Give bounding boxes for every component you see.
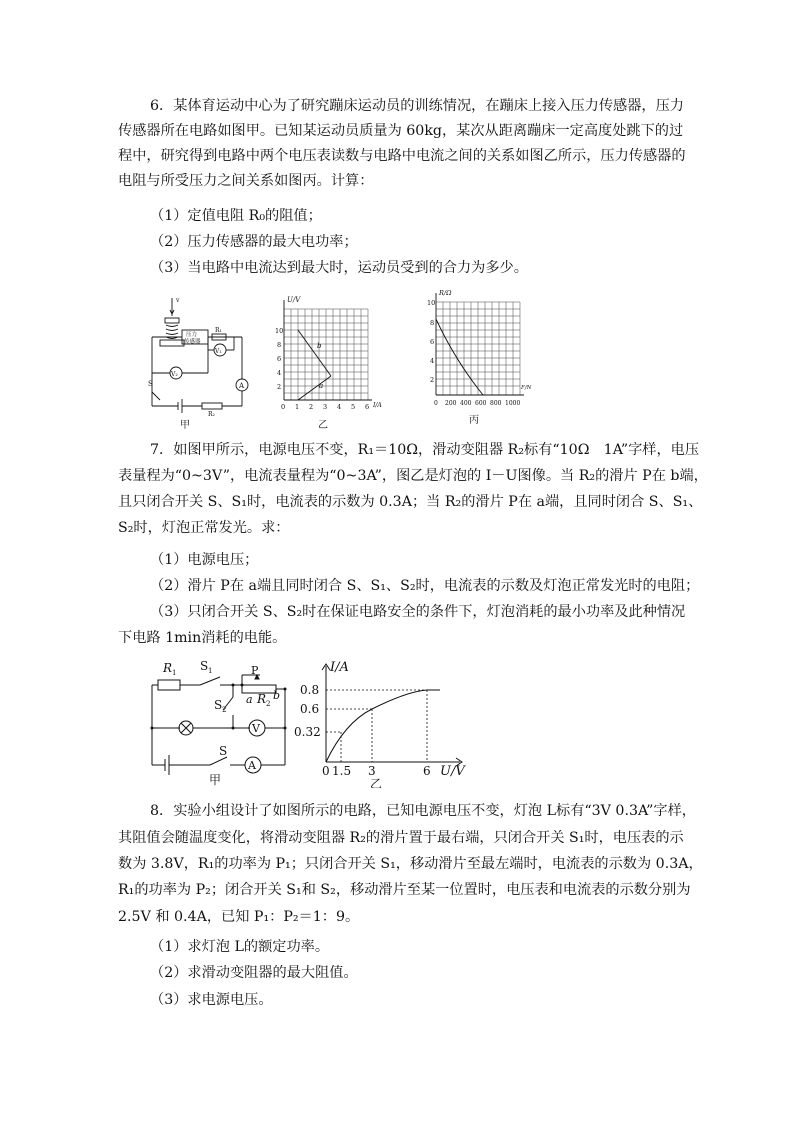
q6-bing-xtick: 200 [445,400,457,407]
q7-yi-ylabel: I/A [330,660,349,675]
q7-item-tail: 下电路 1min消耗的电能。 [118,630,287,646]
q6-yi-ytick: 2 [277,383,282,391]
q7-jia-s1: S [200,659,209,673]
q6-yi-xtick: 6 [365,403,370,411]
q6-yi-label-a: a [319,382,324,390]
q6-yi-xlabel: I/A [373,402,382,409]
q6-yi-caption: 乙 [318,420,328,431]
q7-item-3: （3）只闭合开关 S、S₂时在保证电路安全的条件下，灯泡消耗的最小功率及此种情况 [150,604,686,620]
q6-jia-v: v [176,297,180,304]
q7-yi-ytick: 0.32 [294,725,321,739]
q6-yi-ytick: 10 [275,327,284,335]
q6-yi-ylabel: U/V [287,296,301,304]
q6-yi-ytick: 8 [277,341,282,349]
q7-jia-caption: 甲 [209,773,222,787]
q7-jia-b: b [273,689,281,702]
q6-yi-label-b: b [317,342,322,350]
q7-graph-yi [290,658,470,788]
q6-jia-v1: V₁ [215,348,222,355]
q6-jia-r1: R₁ [215,327,222,334]
q6-bing-xtick: 600 [475,400,487,407]
q6-bing-ytick: 6 [430,338,435,346]
q7-jia-s2: S [214,698,223,712]
q7-item-1: （1）电源电压； [150,552,259,568]
q7-yi-xtick: 6 [423,764,431,778]
q6-jia-a: A [239,382,245,390]
q6-bing-xtick: 0 [434,400,438,407]
q7-jia-a: a [246,693,253,706]
q6-line-3: 程中，研究得到电路中两个电压表读数与电路中电流之间的关系如图乙所示，压力传感器的 [118,148,686,164]
q8-item-1: （1）求灯泡 L的额定功率。 [150,939,330,955]
q6-jia-v2: V₂ [171,371,178,378]
q6-yi-xtick: 4 [337,403,342,411]
q7-jia-s1-sub: 1 [208,667,213,675]
q6-yi-xtick: 5 [351,403,356,411]
q7-jia-r1: R [163,661,173,675]
q6-bing-caption: 丙 [469,415,479,425]
q7-circuit-jia [145,655,295,787]
q6-bing-xtick: 400 [460,400,472,407]
q6-yi-xtick: 1 [295,403,300,411]
q6-line-2: 传感器所在电路如图甲。已知某运动员质量为 60kg，某次从距离蹦床一定高度处跳下的过 [118,123,684,139]
q7-jia-r2: R [257,692,267,706]
q6-yi-xtick: 0 [281,403,286,411]
q6-jia-sensor2: 传感器 [184,339,201,345]
q6-bing-xtick: 1000 [505,400,521,407]
q8-item-2: （2）求滑动变阻器的最大阻值。 [150,965,358,981]
q8-item-3: （3）求电源电压。 [150,992,273,1008]
q6-bing-ytick: 8 [430,319,435,327]
q7-line-4: S₂时，灯泡正常发光。求： [118,520,290,536]
q7-jia-am: A [248,759,256,772]
q6-item-2: （2）压力传感器的最大电功率； [150,234,358,250]
q7-jia-r2-sub: 2 [266,700,271,708]
q6-bing-ytick: 10 [427,299,436,307]
q8-line-3: 数为 3.8V，R₁的功率为 P₁；只闭合开关 S₁，移动滑片至最左端时，电流表的示数为 0.3A， [118,856,703,872]
q7-yi-xtick: 3 [368,764,376,778]
q6-line-1: 6．某体育运动中心为了研究蹦床运动员的训练情况，在蹦床上接入压力传感器，压力 [150,98,684,114]
q7-yi-ytick: 0.6 [300,702,320,716]
q6-yi-ytick: 4 [277,369,282,377]
q6-yi-xtick: 3 [323,403,328,411]
q6-bing-xtick: 800 [490,400,502,407]
q7-line-3: 且只闭合开关 S、S₁时，电流表的示数为 0.3A；当 R₂的滑片 P在 a端，且同时闭合 S、S₁、 [118,494,703,510]
q7-jia-p: P [251,664,259,677]
q6-circuit-jia [142,292,254,432]
q6-jia-r2: R₂ [208,411,215,418]
q8-line-5: 2.5V 和 0.4A，已知 P₁：P₂＝1：9。 [118,909,360,925]
q6-jia-sensor1: 压力 [186,332,198,338]
q6-item-1: （1）定值电阻 R₀的阻值； [150,208,322,224]
q6-line-4: 电阻与所受压力之间关系如图丙。计算： [118,173,374,189]
q7-jia-v: V [252,722,260,735]
q7-item-2: （2）滑片 P在 a端且同时闭合 S、S₁、S₂时，电流表的示数及灯泡正常发光时的电阻； [150,578,700,594]
q7-yi-ytick: 0.8 [300,683,320,697]
q8-line-2: 其阻值会随温度变化，将滑动变阻器 R₂的滑片置于最右端，只闭合开关 S₁时，电压表的示 [118,830,684,846]
q7-yi-xtick: 0 [322,764,330,778]
q6-graph-yi [273,292,388,432]
q6-item-3: （3）当电路中电流达到最大时，运动员受到的合力为多少。 [150,260,528,276]
q7-jia-r1-sub: 1 [172,669,177,677]
q7-yi-xlabel: U/V [440,764,465,779]
q8-line-4: R₁的功率为 P₂；闭合开关 S₁和 S₂，移动滑片至某一位置时，电压表和电流表的示数分别为 [118,882,691,898]
q6-graph-bing [425,285,537,425]
q6-bing-ylabel: R/Ω [439,289,452,297]
q7-jia-s: S [219,744,228,758]
q6-bing-ytick: 2 [430,376,435,384]
q6-yi-ytick: 6 [277,355,282,363]
q6-jia-s: S [148,380,153,388]
q6-yi-xtick: 2 [309,403,314,411]
q7-yi-caption: 乙 [370,777,383,788]
q6-bing-ytick: 4 [430,357,435,365]
q8-line-1: 8．实验小组设计了如图所示的电路，已知电源电压不变，灯泡 L标有“3V 0.3A”字样， [150,803,696,819]
q6-bing-xlabel: F/N [521,385,532,391]
q7-line-1: 7．如图甲所示，电源电压不变，R₁＝10Ω，滑动变阻器 R₂标有“10Ω 1A”字样，电压 [150,442,700,458]
q6-jia-caption: 甲 [180,420,190,431]
q7-yi-xtick: 1.5 [332,764,352,778]
q7-line-2: 表量程为“0~3V”，电流表量程为“0~3A”，图乙是灯泡的 I－U图像。当 R₂的滑片 P在 b端， [118,468,708,484]
q7-jia-s2-sub: 2 [222,706,227,714]
